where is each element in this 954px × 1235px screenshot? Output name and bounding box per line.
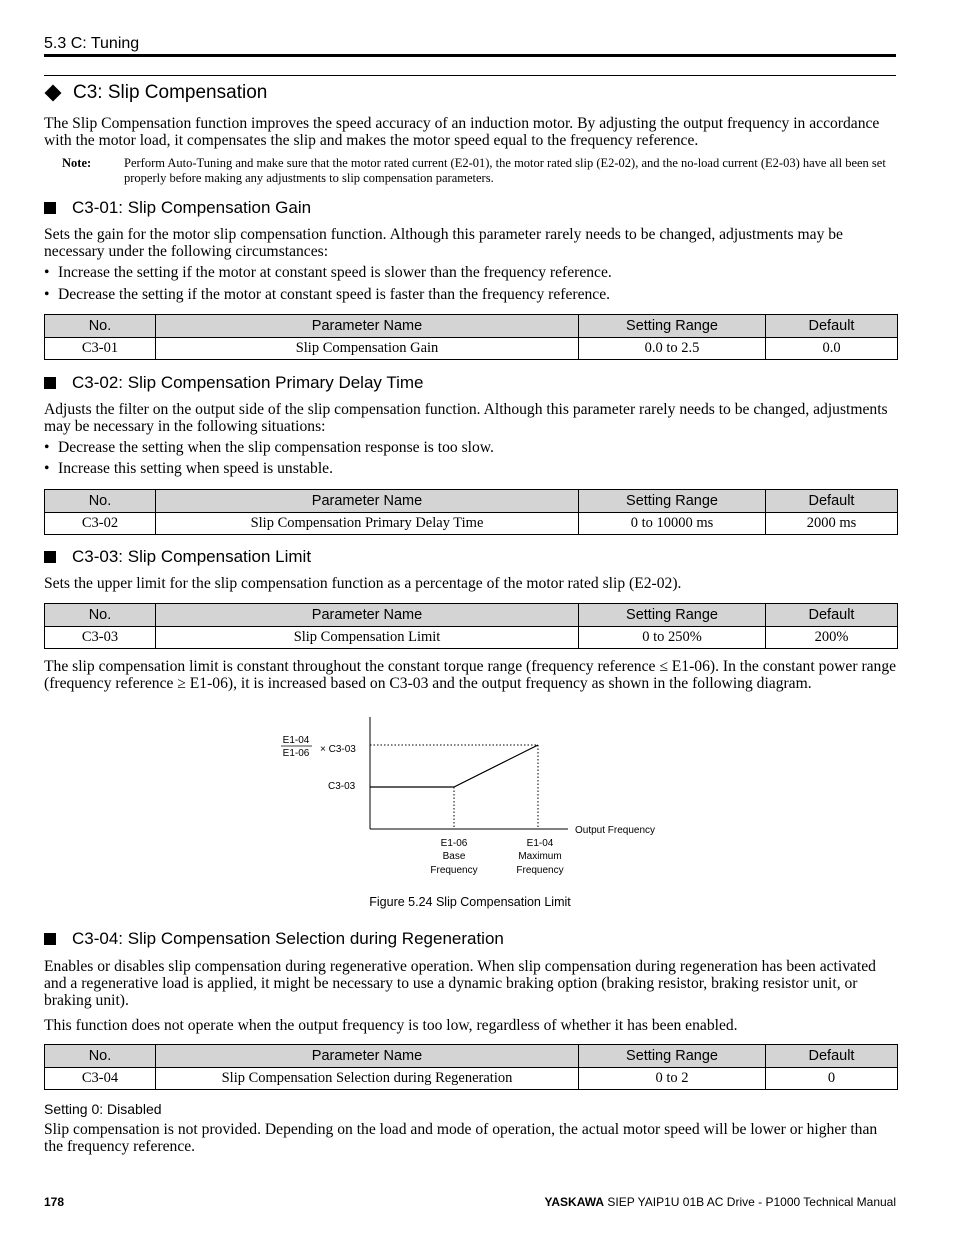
cell-range: 0.0 to 2.5 bbox=[579, 338, 766, 360]
c301-heading-text: C3-01: Slip Compensation Gain bbox=[72, 198, 312, 217]
cell-default: 200% bbox=[766, 627, 898, 649]
bullet-mark: • bbox=[44, 286, 50, 303]
max-freq-label-3: Frequency bbox=[516, 865, 564, 876]
c302-body: Adjusts the filter on the output side of the slip compensation function. Although this parameter rarely needs to be changed, adjustments may be necessary in the following situations: bbox=[44, 401, 888, 435]
base-freq-label-3: Frequency bbox=[430, 865, 478, 876]
c304-body-2: This function does not operate when the output frequency is too low, regardless of whether it has been enabled. bbox=[44, 1017, 738, 1034]
fraction-numerator: E1-04 bbox=[282, 735, 310, 746]
note-label: Note: bbox=[62, 156, 92, 170]
col-no: No. bbox=[45, 490, 156, 513]
setting-0-heading: Setting 0: Disabled bbox=[44, 1101, 162, 1117]
square-bullet-icon bbox=[44, 933, 56, 945]
footer-manual-text: SIEP YAIP1U 01B AC Drive - P1000 Technical Manual bbox=[604, 1195, 896, 1209]
col-default: Default bbox=[766, 490, 898, 513]
cell-range: 0 to 2 bbox=[579, 1068, 766, 1090]
col-no: No. bbox=[45, 315, 156, 338]
cell-range: 0 to 250% bbox=[579, 627, 766, 649]
intro-paragraph: The Slip Compensation function improves the speed accuracy of an induction motor. By adjusting the output frequency in accordance with the motor load, it compensates the slip and makes the motor speed equal to the frequency reference. bbox=[44, 115, 880, 149]
col-range: Setting Range bbox=[579, 604, 766, 627]
col-default: Default bbox=[766, 1045, 898, 1068]
fraction-denominator: E1-06 bbox=[282, 748, 310, 759]
c303-heading-text: C3-03: Slip Compensation Limit bbox=[72, 547, 312, 566]
c304-heading bbox=[44, 929, 504, 949]
setting-0-body: Slip compensation is not provided. Depending on the load and mode of operation, the actual motor speed will be lower or higher than the frequency reference. bbox=[44, 1121, 878, 1155]
cell-name: Slip Compensation Selection during Regeneration bbox=[156, 1068, 579, 1090]
c303-body: Sets the upper limit for the slip compensation function as a percentage of the motor rated slip (E2-02). bbox=[44, 575, 682, 592]
cell-range: 0 to 10000 ms bbox=[579, 513, 766, 535]
footer-brand: YASKAWA bbox=[544, 1195, 605, 1209]
note-text: Perform Auto-Tuning and make sure that the motor rated current (E2-01), the motor rated slip (E2-02), and the no-load current (E2-03) have all been set properly before making any adjustments to slip compensation parameters. bbox=[124, 156, 886, 185]
c303-level-label: C3-03 bbox=[328, 781, 356, 792]
c303-diagram-intro: The slip compensation limit is constant throughout the constant torque range (frequency reference ≤ E1-06). In the constant power range (frequency reference ≥ E1-06), it is increased based on C3-03 and the output frequency as shown in the following diagram. bbox=[44, 658, 897, 692]
times-c303-label: × C3-03 bbox=[320, 744, 356, 755]
col-default: Default bbox=[766, 604, 898, 627]
base-freq-label-1: E1-06 bbox=[440, 838, 468, 849]
col-name: Parameter Name bbox=[156, 604, 579, 627]
cell-no: C3-02 bbox=[45, 513, 156, 535]
cell-no: C3-03 bbox=[45, 627, 156, 649]
col-name: Parameter Name bbox=[156, 315, 579, 338]
col-range: Setting Range bbox=[579, 490, 766, 513]
max-freq-label-2: Maximum bbox=[518, 851, 562, 862]
c304-body-1: Enables or disables slip compensation during regenerative operation. When slip compensation during regeneration has been activated and a regenerative load is applied, it might be necessary to use a dynamic braking option (braking resistor, braking resistor unit, or braking unit). bbox=[44, 958, 876, 1009]
limit-curve bbox=[370, 745, 538, 787]
col-range: Setting Range bbox=[579, 315, 766, 338]
col-name: Parameter Name bbox=[156, 1045, 579, 1068]
running-header: 5.3 C: Tuning bbox=[44, 35, 140, 52]
c304-table bbox=[44, 1044, 898, 1090]
col-no: No. bbox=[45, 604, 156, 627]
page-number: 178 bbox=[44, 1195, 65, 1209]
table-row bbox=[45, 1068, 898, 1090]
bullet-mark: • bbox=[44, 439, 50, 456]
c302-heading-text: C3-02: Slip Compensation Primary Delay Time bbox=[72, 373, 424, 392]
cell-name: Slip Compensation Primary Delay Time bbox=[156, 513, 579, 535]
col-range: Setting Range bbox=[579, 1045, 766, 1068]
bullet-mark: • bbox=[44, 460, 50, 477]
base-freq-label-2: Base bbox=[442, 851, 466, 862]
max-freq-label-1: E1-04 bbox=[526, 838, 554, 849]
cell-no: C3-01 bbox=[45, 338, 156, 360]
col-no: No. bbox=[45, 1045, 156, 1068]
figure-caption: Figure 5.24 Slip Compensation Limit bbox=[369, 895, 571, 909]
table-header-row bbox=[45, 1045, 898, 1068]
bullet-mark: • bbox=[44, 264, 50, 281]
cell-default: 0 bbox=[766, 1068, 898, 1090]
c301-body: Sets the gain for the motor slip compensation function. Although this parameter rarely needs to be changed, adjustments may be necessary under the following circumstances: bbox=[44, 226, 843, 260]
bullet-text: Increase this setting when speed is unstable. bbox=[58, 460, 333, 477]
section-title-text: C3: Slip Compensation bbox=[73, 82, 268, 103]
cell-no: C3-04 bbox=[45, 1068, 156, 1090]
cell-name: Slip Compensation Limit bbox=[156, 627, 579, 649]
bullet-text: Increase the setting if the motor at constant speed is slower than the frequency reference. bbox=[58, 264, 612, 281]
cell-default: 2000 ms bbox=[766, 513, 898, 535]
col-default: Default bbox=[766, 315, 898, 338]
footer-manual-title bbox=[544, 1195, 896, 1209]
x-axis-label: Output Frequency bbox=[575, 825, 656, 836]
bullet-text: Decrease the setting when the slip compensation response is too slow. bbox=[58, 439, 494, 456]
col-name: Parameter Name bbox=[156, 490, 579, 513]
bullet-text: Decrease the setting if the motor at constant speed is faster than the frequency reference. bbox=[58, 286, 611, 303]
c304-heading-text: C3-04: Slip Compensation Selection during Regeneration bbox=[72, 929, 504, 948]
cell-name: Slip Compensation Gain bbox=[156, 338, 579, 360]
cell-default: 0.0 bbox=[766, 338, 898, 360]
